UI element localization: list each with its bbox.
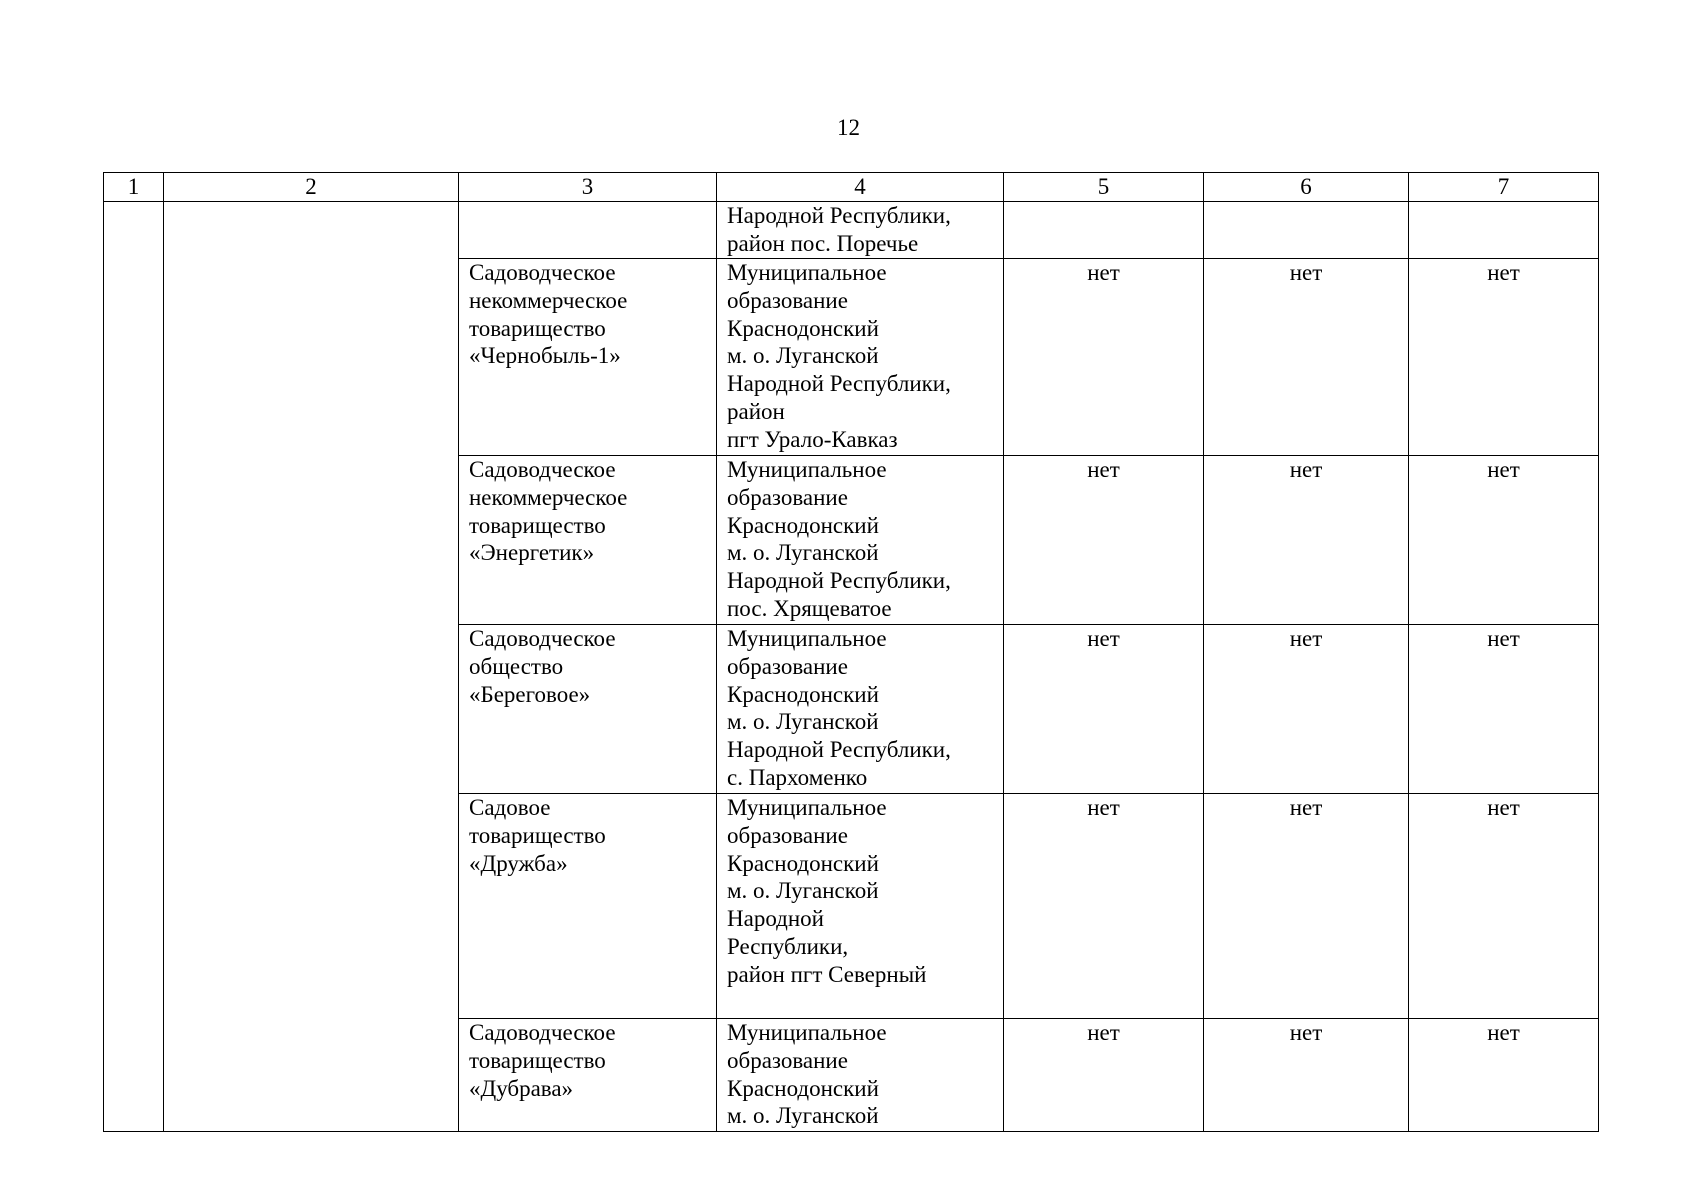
location-cell: Муниципальное образование Краснодонский м. о. Луганской Народной Республики, район пгт Северный [717,794,1004,1019]
column-header: 7 [1409,173,1599,202]
value-cell: нет [1409,794,1599,1019]
value-cell: нет [1204,1019,1409,1132]
value-cell: нет [1004,1019,1204,1132]
organization-name-cell: Садоводческое общество «Береговое» [459,625,717,794]
page-number: 12 [837,115,860,140]
value-cell: нет [1204,456,1409,625]
column-header: 2 [164,173,459,202]
column-header: 6 [1204,173,1409,202]
organization-name-cell [459,202,717,259]
organization-name-cell: Садовое товарищество «Дружба» [459,794,717,1019]
value-cell: нет [1004,456,1204,625]
value-cell [1204,202,1409,259]
value-cell: нет [1004,625,1204,794]
column-header: 3 [459,173,717,202]
location-cell: Муниципальное образование Краснодонский м. о. Луганской [717,1019,1004,1132]
value-cell: нет [1409,625,1599,794]
value-cell: нет [1409,1019,1599,1132]
table-header-row [104,173,1599,202]
value-cell [1004,202,1204,259]
value-cell: нет [1409,259,1599,456]
organization-name-cell: Садоводческое некоммерческое товарищество «Чернобыль-1» [459,259,717,456]
location-cell: Муниципальное образование Краснодонский м. о. Луганской Народной Республики, район пгт Урало-Кавказ [717,259,1004,456]
location-cell: Муниципальное образование Краснодонский м. о. Луганской Народной Республики, пос. Хрящеватое [717,456,1004,625]
column-header: 1 [104,173,164,202]
organization-name-cell: Садоводческое некоммерческое товарищество «Энергетик» [459,456,717,625]
data-table [103,172,1599,1132]
number-cell [104,202,164,1132]
location-cell: Муниципальное образование Краснодонский м. о. Луганской Народной Республики, с. Пархоменко [717,625,1004,794]
value-cell: нет [1409,456,1599,625]
organization-name-cell: Садоводческое товарищество «Дубрава» [459,1019,717,1132]
column-header: 5 [1004,173,1204,202]
value-cell: нет [1204,259,1409,456]
column-header: 4 [717,173,1004,202]
category-cell [164,202,459,1132]
value-cell [1409,202,1599,259]
value-cell: нет [1204,794,1409,1019]
value-cell: нет [1004,794,1204,1019]
table-row [104,202,1599,259]
value-cell: нет [1004,259,1204,456]
value-cell: нет [1204,625,1409,794]
location-cell: Народной Республики, район пос. Поречье [717,202,1004,259]
